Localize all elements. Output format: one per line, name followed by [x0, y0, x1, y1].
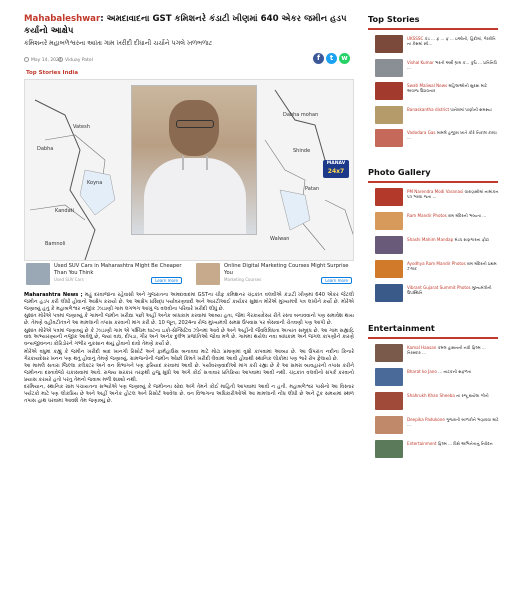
story-text[interactable]: ફિલ્મ ... વિશે અભિનેતાનું નિવેદન [436, 440, 493, 446]
story-keyword[interactable]: Ayodhya Ram Mandir Photos [407, 261, 466, 266]
story-thumbnail[interactable] [375, 440, 403, 458]
ad-cta-button[interactable]: Learn more [321, 277, 352, 284]
story-keyword[interactable]: Shahrukh Khan Sheeba [407, 392, 455, 398]
story-thumbnail[interactable] [375, 188, 403, 206]
photo-glasses [176, 120, 214, 128]
story-text[interactable]: મુખ્યમંત્રીની ઉપસ્થિતિ [407, 285, 492, 296]
ad-thumbnail[interactable] [26, 263, 50, 285]
map-label-bamnoli: Bamnoli [45, 241, 66, 247]
author-name[interactable]: Viduay Patel [65, 58, 93, 63]
story-thumbnail[interactable] [375, 416, 403, 434]
headline-text: અમદાવાદના GST કમિશનરે કંડાટી ખીણમાં 640 એકર જમીન હડપ કર્યાનો આક્ષેપ [24, 14, 347, 36]
photo-gallery-section [368, 167, 501, 307]
story-keyword[interactable]: Kamal Haasan [407, 344, 437, 350]
story-thumbnail[interactable] [375, 129, 403, 147]
story-item[interactable] [368, 59, 501, 81]
ad-card[interactable] [24, 263, 184, 287]
ad-title[interactable]: Used SUV Cars in Maharashtra Might Be Cheaper Than You Think [54, 263, 182, 276]
story-keyword[interactable]: Deepika Padukone [407, 416, 445, 422]
article-subheading: કમિશનરે મહાબળેશ્વરના આખા ગામ ખરીદી દીધાની ચર્ચાને પગલે ખળભળાટ [24, 40, 213, 47]
story-text[interactable]: મહિલાઓની સુરક્ષા માટે અવાજ ઉઠાવનાર [407, 83, 488, 94]
ad-cta-button[interactable]: Learn more [151, 277, 182, 284]
story-text[interactable]: કંડ ... ફ ... ફ ... ઇઓની, હિંદીમાં, ગેરરીતિ ના કેસમાં સ્પે... [407, 36, 496, 47]
story-title[interactable] [407, 368, 499, 391]
article-lead: Maharashtra News ; [24, 292, 83, 298]
story-item[interactable] [368, 440, 501, 463]
user-icon [58, 57, 63, 62]
channel-logo-line1: MANAV [326, 161, 346, 166]
map-label-vatesh: Vatesh [73, 124, 90, 130]
story-item[interactable] [368, 35, 501, 57]
story-title[interactable] [407, 212, 499, 235]
date-text: May 14, 2024 [31, 58, 62, 63]
story-text[interactable]: વારાણસીમાં નામાંકન પત્ર ભરવા જતા ... [407, 189, 499, 200]
story-keyword[interactable]: UKSSSC [407, 36, 424, 41]
story-item[interactable] [368, 260, 501, 283]
story-thumbnail[interactable] [375, 284, 403, 302]
story-keyword[interactable]: Swati Maliwal News [407, 83, 448, 88]
top-stories-section [368, 14, 501, 151]
article-hero-image [24, 79, 354, 261]
article-paragraph: મોરેએ વધુમાં કહ્યું કે જમીન ખરીદી બાદ ખાનગી રિસોર્ટ અને ફાર્મહાઉસ બનાવવા માટે મોટા પ્રમાણમાં વૃક્ષો કાપવામાં આવ્યા છે. આ ઉપરાંત નદીના કિનારે ગેરકાયદેસર ખનન પણ થતું હોવાનું તેમણે જણાવ્યું. ગ્રામજનોની જમીન ઓછી કિંમતે ખરીદી લેવામાં આવી હોવાથી સ્થાનિક લોકોમાં પણ ભારે રોષ ફેલાયો છે. [24, 348, 354, 362]
entertainment-title: Entertainment [368, 323, 498, 339]
facebook-icon[interactable]: f [313, 53, 324, 64]
share-buttons [313, 53, 350, 64]
story-thumbnail[interactable] [375, 59, 403, 77]
story-keyword[interactable]: Bharat ko Jano [407, 368, 437, 374]
story-title[interactable] [407, 440, 499, 463]
story-title[interactable] [407, 392, 499, 415]
story-title[interactable] [407, 129, 499, 151]
story-thumbnail[interactable] [375, 392, 403, 410]
story-keyword[interactable]: Vishal Kumar [407, 59, 434, 65]
article-meta [24, 52, 350, 68]
story-thumbnail[interactable] [375, 106, 403, 124]
headline-location[interactable]: Mahabaleshwar [24, 14, 101, 24]
story-item[interactable] [368, 106, 501, 128]
paragraph-text: મહું દરવાજાના રહેવાસી અને ગુજરાતના અમદાવાદમાં GSTના ચીફ કમિશનર ચંદ્રકાંત વલવીએ કંડાટી ખીણમાં 640 એકર જેટલી જમીન હડપ કરી લીધી હોવાનો આક્ષેપ કરાયો છે. આ આક્ષેપ પ્રસિદ્ધ પર્યાવરણવાદી અને આરટીઆઈ કાર્યકર સુશાંત મોરેએ મુખ્યમંત્રી પત્ર લખીને કર્યો છે. મોરેએ જણાવ્યું હતું કે મહાબળેશ્વર નજીક ઝાડાણી ગામ લગભગ આખું જ વલવીના પરિવારે ખરીદી લીધું છે. [24, 292, 354, 312]
story-keyword[interactable]: PM Narendra Modi Varanasi [407, 189, 464, 194]
article-paragraph: આ મામલે સતારા જિલ્લા કલેક્ટર અને વન વિભાગને પણ ફરિયાદ કરવામાં આવી છે. પર્યાવરણવાદીઓ માંગ કરી રહ્યા છે કે આ સમગ્ર વ્યવહારની તપાસ કરીને જમીનના દસ્તાવેજો ચકાસવામાં આવે. રાજ્ય સરકાર તરફથી હજુ સુધી આ અંગે કોઈ સત્તાવાર પ્રતિક્રિયા આપવામાં આવી નથી. ચંદ્રકાંત વલવીનો સંપર્ક કરવાનો પ્રયાસ કરાયો હતો પરંતુ તેમનો જવાબ મળી શક્યો નથી. [24, 363, 354, 383]
story-item[interactable] [368, 368, 501, 391]
photo-gallery-title: Photo Gallery [368, 167, 498, 183]
ad-thumbnail[interactable] [196, 263, 220, 285]
story-title[interactable] [407, 106, 499, 128]
sidebar [366, 0, 505, 593]
story-text[interactable]: રામ મંદિરની ભવ્યતા ... [446, 213, 487, 218]
story-item[interactable] [368, 392, 501, 415]
story-thumbnail[interactable] [375, 236, 403, 254]
photo-gallery-list [368, 188, 501, 307]
story-text[interactable]: કમલ હાસનની નવી ફિલ્મ ... તિરસ્કાર ... [407, 344, 486, 355]
channel-logo-line2: 24x7 [327, 168, 345, 175]
story-title[interactable] [407, 284, 499, 307]
story-thumbnail[interactable] [375, 212, 403, 230]
story-keyword[interactable]: Shashi Mahim Mandap [407, 237, 454, 242]
story-title[interactable] [407, 236, 499, 259]
map-label-dabha: Dabha [37, 146, 54, 152]
photo-collar [182, 156, 208, 170]
whatsapp-icon[interactable]: w [339, 53, 350, 64]
headline-separator: : [100, 14, 107, 24]
story-item[interactable] [368, 344, 501, 367]
story-title[interactable] [407, 82, 499, 104]
top-stories-title: Top Stories [368, 14, 498, 30]
story-thumbnail[interactable] [375, 344, 403, 362]
story-item[interactable] [368, 82, 501, 104]
story-keyword[interactable]: Ram Mandir Photos [407, 213, 447, 218]
channel-logo [323, 160, 349, 178]
story-thumbnail[interactable] [375, 368, 403, 386]
article-body [24, 292, 354, 405]
article-author[interactable] [58, 57, 93, 63]
sponsored-ads [24, 263, 354, 287]
story-title[interactable] [407, 35, 499, 57]
article-paragraph: દરમિયાન, સ્થાનિક ગ્રામ પંચાયતના સભ્યોએ પણ જણાવ્યું કે જમીનના સોદા અંગે તેમને કોઈ માહિતી આપવામાં આવી ન હતી. મહાબળેશ્વર પાસેનો આ વિસ્તાર પર્યટકો માટે પણ લોકપ્રિય છે અને અહીં અનેક હોટલ અને રિસોર્ટ આવેલા છે. વન વિભાગના અધિકારીઓએ આ મામલાની નોંધ લીધી છે અને ટૂંક સમયમાં સ્થળ તપાસ હાથ ધરવામાં આવશે તેમ જણાવ્યું છે. [24, 384, 354, 405]
article-paragraph: સુશાંત મોરેએ પત્રમાં જણાવ્યું કે ગામની જમીન ખરીદ્યા પછી અહીં અનેક બાંધકામ કરવામાં આવ્યા હતા, જેમાં ગેરકાયદેસર રીતે રસ્તા બનાવવાનો પણ સમાવેશ થાય છે. તેમણે વહીવટીતંત્રને આ મામલાની તપાસ કરવાની માંગ કરી છે. 10 જૂન, 2024ના રોજ મુખ્યમંત્રી સમક્ષ ઉપવાસ પર બેસવાની ચેતવણી પણ આપી છે. [24, 313, 354, 327]
story-keyword[interactable]: Vibrant Gujarat Summit Photos [407, 285, 471, 290]
article-date [24, 57, 62, 63]
story-text[interactable]: મામલે હજીરા ખાતે કોરે નિકાલ કરવા ... [407, 130, 497, 141]
story-text[interactable]: ના રજૂ થયેલા ગીતો [454, 392, 489, 398]
story-thumbnail[interactable] [375, 260, 403, 278]
entertainment-list [368, 344, 501, 463]
story-keyword[interactable]: Entertainment [407, 440, 437, 446]
story-item[interactable] [368, 129, 501, 151]
ad-sponsor: Marketing Courses [224, 277, 262, 282]
ad-title[interactable]: Online Digital Marketing Courses Might Surprise You [224, 263, 349, 276]
entertainment-section [368, 323, 501, 463]
story-text[interactable]: રામ મંદિરની પ્રથમ ઝલક [407, 261, 497, 272]
story-title[interactable] [407, 260, 499, 283]
article-paragraph: સુશાંત મોરેએ પત્રમાં જણાવ્યું છે કે ઝાડાણી ગામ એ પશ્ચિમ ઘાટના ઇકો-સેન્સિટિવ ઝોનમાં આવે છે અને અહીંની જૈવવિવિધતા અત્યંત સમૃદ્ધ છે. આ ગામ સહ્યાદ્રિ વાઘ અભ્યારણ્યની નજીક આવેલું છે, જ્યાં વાઘ, દીપડા, ગૌર અને અનેક દુર્લભ પ્રજાતિઓ જોવા મળે છે. ગામમાં થયેલા નવા બાંધકામ અને જંગલ કાપણીને કારણે વન્યજીવનના કોરિડોરને ગંભીર નુકસાન થયું હોવાનો દાવો તેમણે કર્યો છે. [24, 327, 354, 348]
top-stories-list [368, 35, 501, 151]
story-item[interactable] [368, 416, 501, 439]
story-item[interactable] [368, 188, 501, 211]
story-title[interactable] [407, 188, 499, 211]
story-thumbnail[interactable] [375, 82, 403, 100]
story-title[interactable] [407, 344, 499, 367]
story-keyword[interactable]: Banaskantha district [407, 106, 450, 112]
map-label-shinde: Shinde [293, 148, 311, 154]
map-label-kandati: Kandati [55, 208, 75, 214]
article-source[interactable]: Top Stories India [26, 70, 79, 76]
clock-icon [24, 57, 29, 62]
map-label-patan: Patan [305, 186, 320, 192]
photo-face [169, 100, 219, 156]
story-thumbnail[interactable] [375, 35, 403, 53]
story-item[interactable] [368, 284, 501, 307]
story-title[interactable] [407, 59, 499, 81]
article-paragraph [24, 292, 354, 313]
story-text[interactable]: ધાનેરામાં પાણીની સમસ્યા [449, 106, 492, 112]
story-text[interactable]: ભરતી અર્થે ગ્રામ ક... કૃષિ ... પ્રતિનિધિ ... [407, 59, 497, 70]
twitter-icon[interactable]: t [326, 53, 337, 64]
map-label-koyna: Koyna [87, 180, 103, 186]
story-title[interactable] [407, 416, 499, 439]
story-keyword[interactable]: Vadodara Gas [407, 130, 436, 135]
story-text[interactable]: મંડપ શણગારના ફોટા [453, 237, 490, 242]
person-photo [131, 85, 257, 235]
story-item[interactable] [368, 212, 501, 235]
ad-card[interactable] [194, 263, 354, 287]
story-text[interactable]: ... નાટકની સફળતા [436, 368, 472, 374]
story-item[interactable] [368, 236, 501, 259]
article-headline [24, 13, 350, 37]
story-text[interactable]: ગુજરાતી બાળકોને ભણાવવા માટે ... [407, 416, 499, 427]
map-label-walwan: Walwan [270, 236, 290, 242]
map-label-dabha-mohan: Dabha mohan [283, 112, 319, 118]
ad-sponsor: Used SUV Cars [54, 277, 84, 282]
